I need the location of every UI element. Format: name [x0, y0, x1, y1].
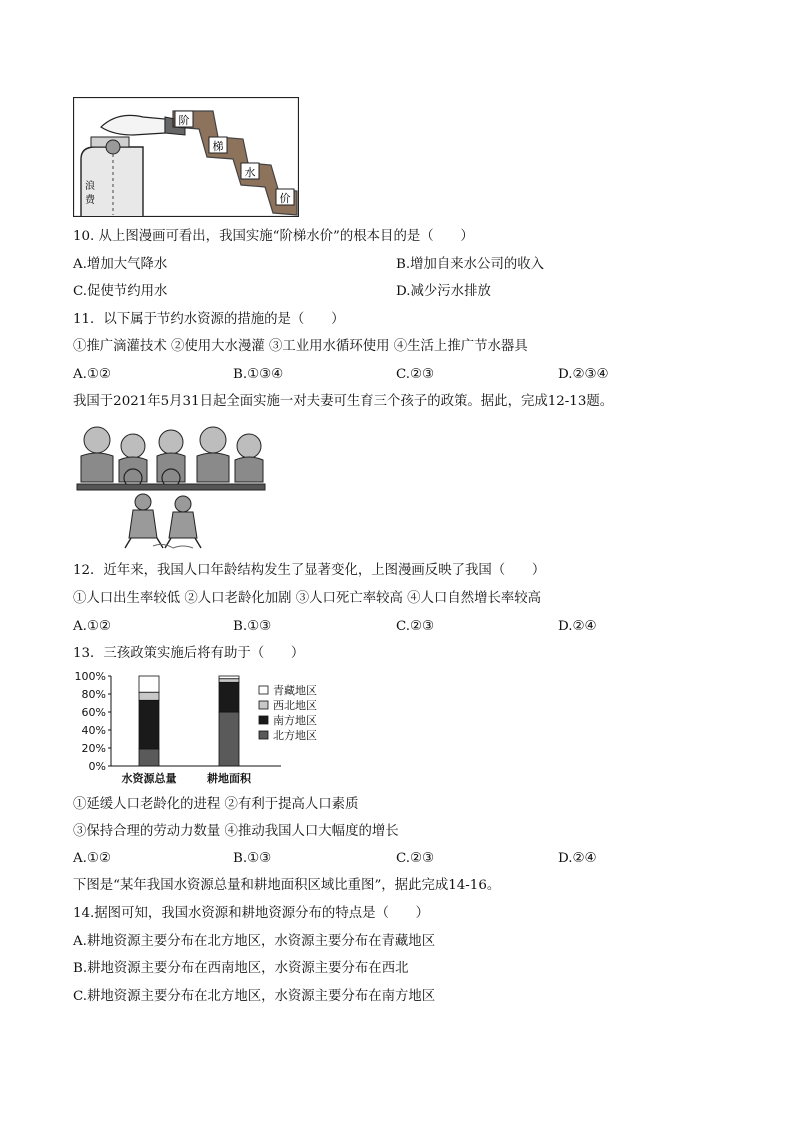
intro-12-13: 我国于2021年5月31日起全面实施一对夫妻可生育三个孩子的政策。据此，完成12-13题。: [73, 394, 614, 409]
q11-items: ①推广滴灌技术 ②使用大水漫灌 ③工业用水循环使用 ④生活上推广节水器具: [73, 339, 528, 354]
legend-swatch: [259, 701, 268, 709]
y-tick-label: 100%: [74, 670, 106, 683]
q13-items-2: ③保持合理的劳动力数量 ④推动我国人口大幅度的增长: [73, 824, 399, 839]
q10-option-b[interactable]: B.增加自来水公司的收入: [396, 257, 545, 272]
bar-segment: [219, 676, 239, 679]
q14-option-c[interactable]: C.耕地资源主要分布在北方地区，水资源主要分布在南方地区: [73, 989, 436, 1004]
bar-segment: [219, 682, 239, 712]
q11-stem: 11．以下属于节约水资源的措施的是（ ）: [73, 312, 345, 327]
q13-items-1: ①延缓人口老龄化的进程 ②有利于提高人口素质: [73, 797, 359, 812]
legend-swatch: [259, 686, 268, 694]
q11-option-a[interactable]: A.①②: [73, 367, 111, 382]
y-tick-label: 60%: [81, 706, 106, 719]
bar-segment: [219, 712, 239, 766]
legend-label: 西北地区: [273, 699, 317, 712]
tiered-water-price-cartoon: [73, 97, 299, 217]
legend-swatch: [259, 731, 268, 739]
q13-option-a[interactable]: A.①②: [73, 851, 111, 866]
cartoon-label-2: 梯: [212, 140, 224, 153]
legend-swatch: [259, 716, 268, 724]
cartoon-side-1: 浪: [85, 181, 95, 192]
bar-segment: [139, 692, 159, 700]
water-farmland-share-chart: [73, 668, 363, 790]
q12-option-c[interactable]: C.②③: [396, 619, 435, 634]
cartoon-label-4: 价: [279, 192, 291, 205]
q12-option-a[interactable]: A.①②: [73, 619, 111, 634]
q12-option-b[interactable]: B.①③: [233, 619, 272, 634]
y-tick-label: 20%: [81, 742, 106, 755]
q13-stem: 13．三孩政策实施后将有助于（ ）: [73, 646, 305, 661]
q12-option-d[interactable]: D.②④: [558, 619, 597, 634]
cartoon-side-2: 费: [85, 195, 95, 206]
q10-option-c[interactable]: C.促使节约用水: [73, 284, 168, 299]
x-category-label: 耕地面积: [207, 772, 251, 785]
bar-segment: [219, 679, 239, 683]
q14-option-a[interactable]: A.耕地资源主要分布在北方地区，水资源主要分布在青藏地区: [73, 934, 436, 949]
intro-14-16: 下图是“某年我国水资源总量和耕地面积区域比重图”，据此完成14-16。: [73, 878, 501, 893]
cartoon-label-3: 水: [244, 166, 256, 179]
q13-option-c[interactable]: C.②③: [396, 851, 435, 866]
y-tick-label: 80%: [81, 688, 106, 701]
q11-option-c[interactable]: C.②③: [396, 367, 435, 382]
q10-option-a[interactable]: A.增加大气降水: [73, 257, 168, 272]
q14-option-b[interactable]: B.耕地资源主要分布在西南地区，水资源主要分布在西北: [73, 961, 409, 976]
aging-population-cartoon: [73, 420, 269, 552]
q11-option-d[interactable]: D.②③④: [558, 367, 609, 382]
q12-items: ①人口出生率较低 ②人口老龄化加剧 ③人口死亡率较高 ④人口自然增长率较高: [73, 591, 542, 606]
q13-option-d[interactable]: D.②④: [558, 851, 597, 866]
q14-stem: 14.据图可知，我国水资源和耕地资源分布的特点是（ ）: [73, 906, 430, 921]
cartoon-label-1: 阶: [178, 114, 190, 127]
q10-option-d[interactable]: D.减少污水排放: [396, 284, 491, 299]
legend-label: 南方地区: [273, 714, 317, 727]
q13-option-b[interactable]: B.①③: [233, 851, 272, 866]
bar-segment: [139, 749, 159, 766]
bar-segment: [139, 676, 159, 692]
q12-stem: 12．近年来，我国人口年龄结构发生了显著变化，上图漫画反映了我国（ ）: [73, 563, 546, 578]
y-tick-label: 40%: [81, 724, 106, 737]
x-category-label: 水资源总量: [121, 772, 177, 785]
legend-label: 北方地区: [273, 729, 317, 742]
q11-option-b[interactable]: B.①③④: [233, 367, 284, 382]
q10-stem: 10. 从上图漫画可看出，我国实施“阶梯水价”的根本目的是（ ）: [73, 229, 474, 244]
bar-segment: [139, 700, 159, 749]
legend-label: 青藏地区: [273, 684, 317, 697]
y-tick-label: 0%: [88, 760, 106, 773]
